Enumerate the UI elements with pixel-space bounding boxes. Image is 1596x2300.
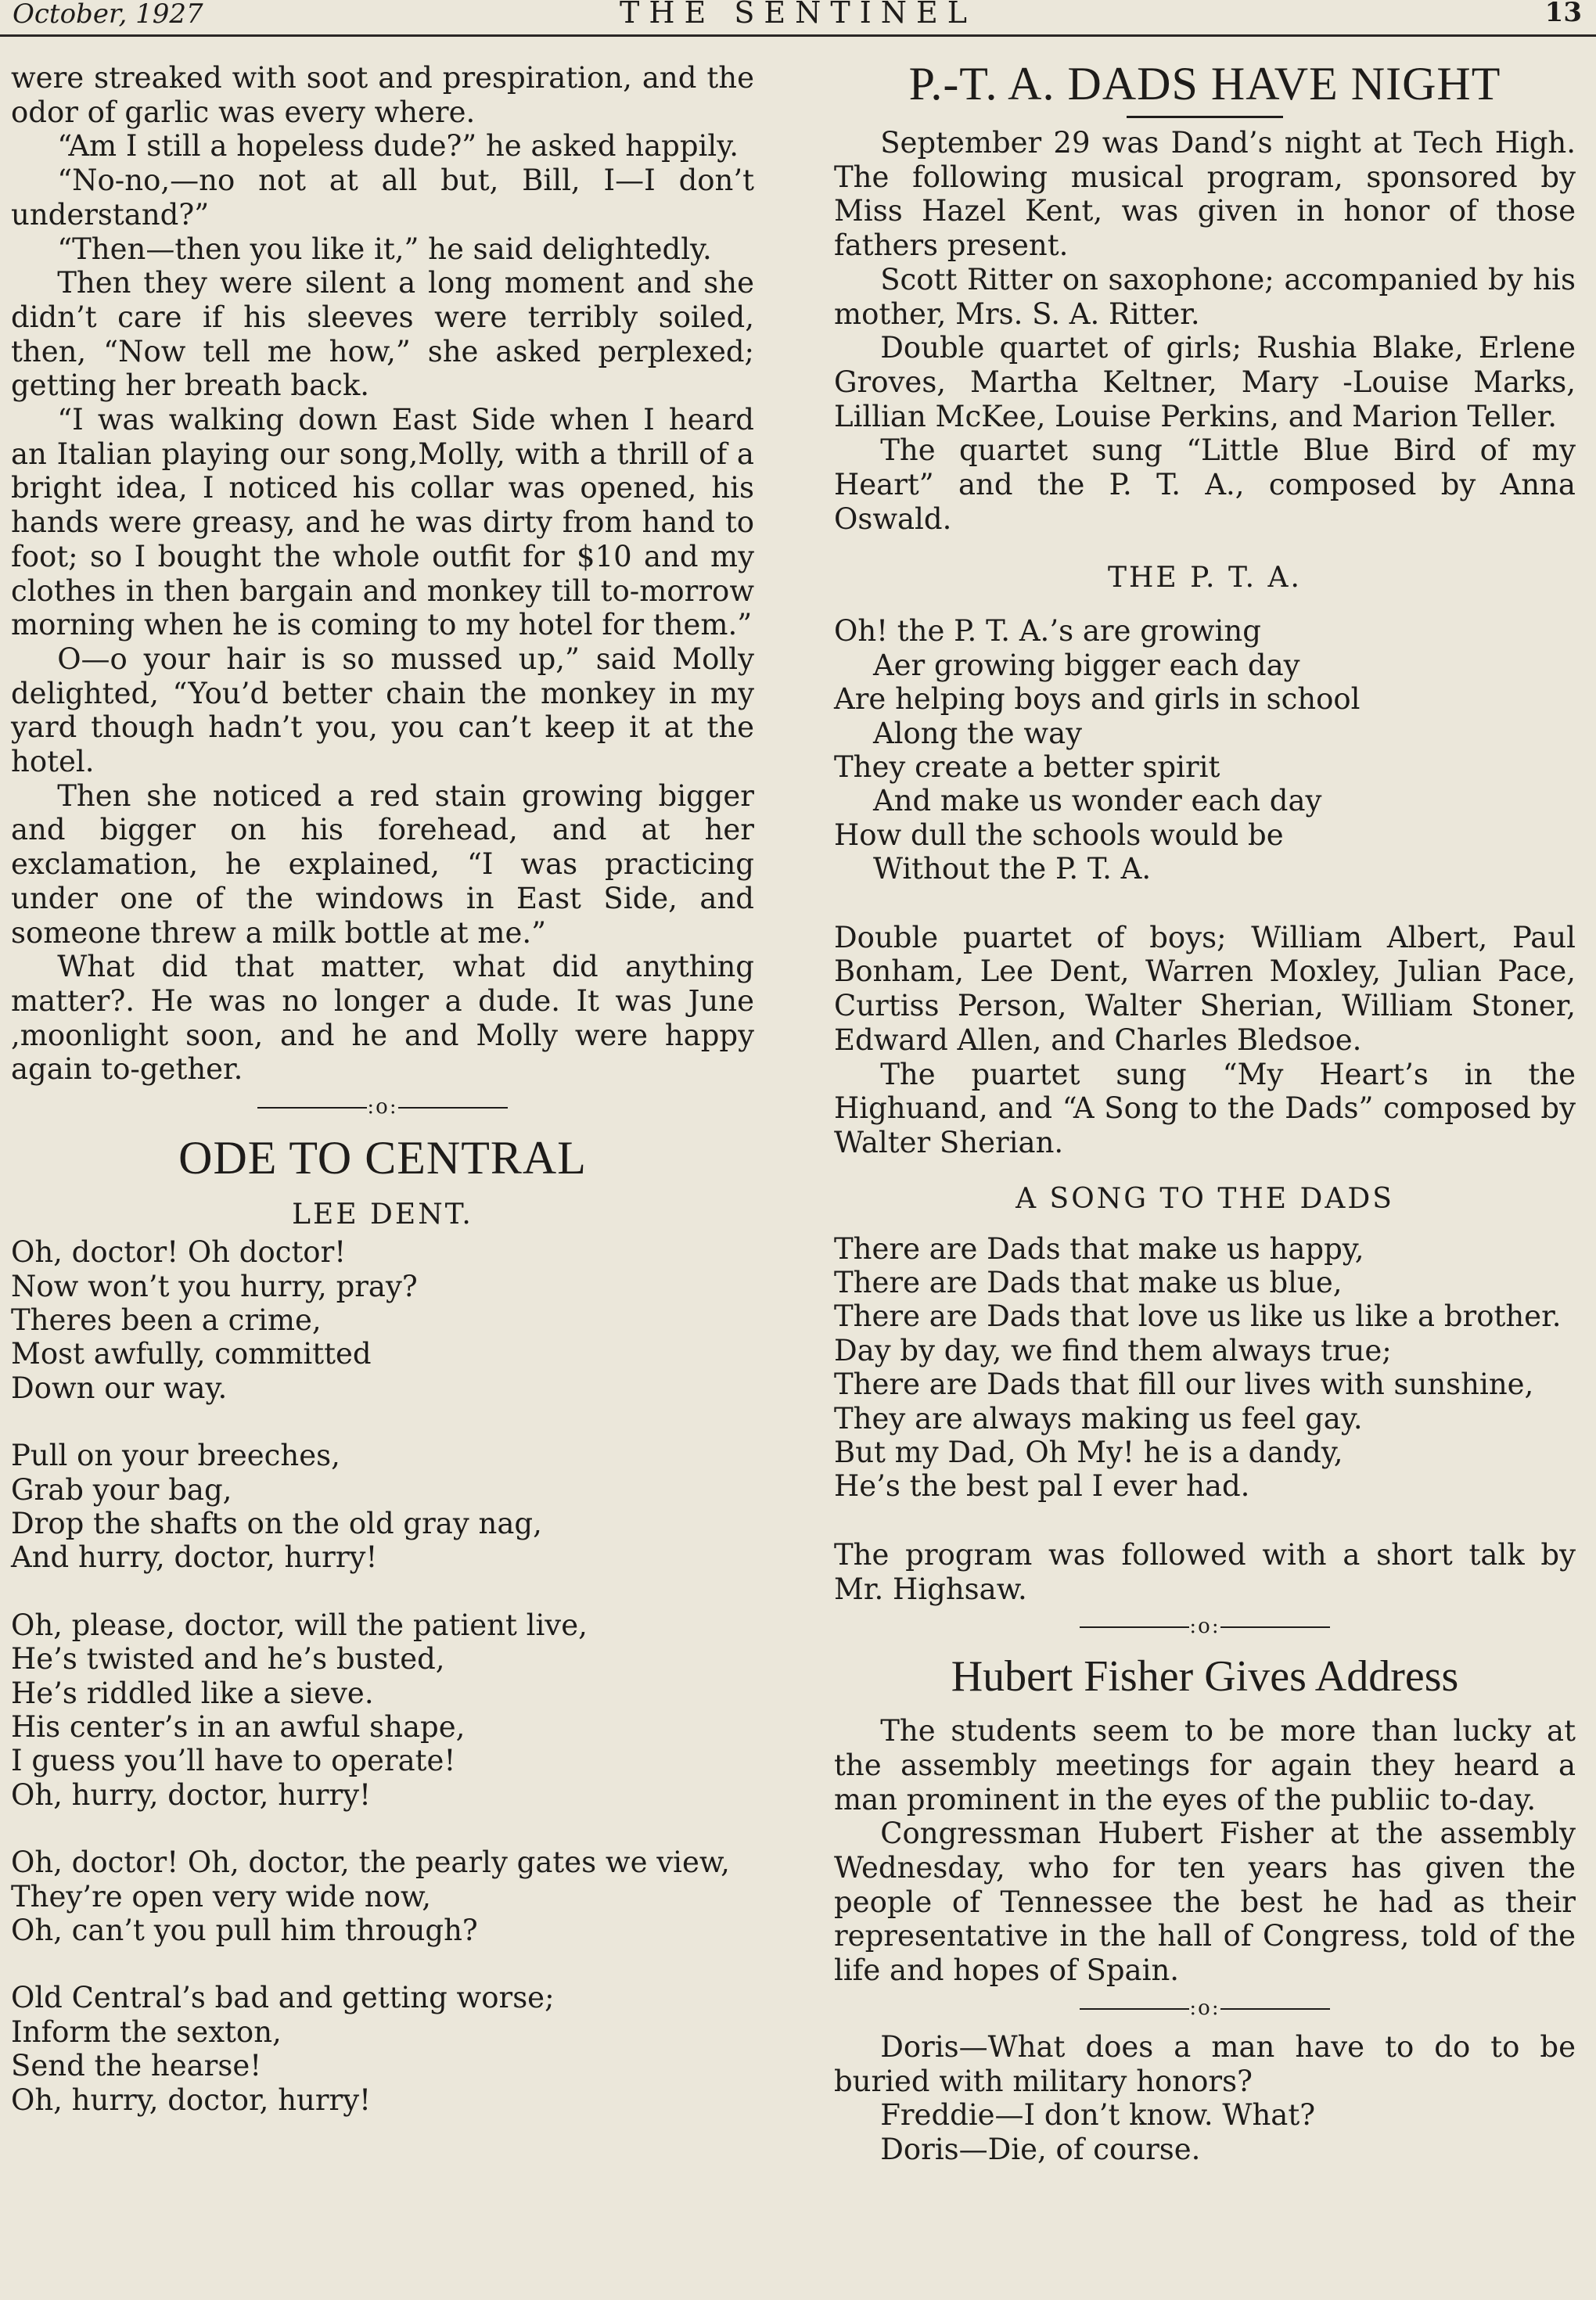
joke-line: Doris—What does a man have to do to be buried with military honors?: [834, 2029, 1576, 2098]
poem-line: Oh, hurry, doctor, hurry!: [11, 1777, 372, 1812]
poem-line: Inform the sexton,: [11, 2014, 282, 2049]
poem-line: His center’s in an awful shape,: [11, 1709, 466, 1744]
poem-line: There are Dads that make us blue,: [834, 1266, 1343, 1300]
separator-rule: [257, 1107, 367, 1109]
dads-poem-title: A SONG TO THE DADS: [1015, 1182, 1394, 1215]
pta-title: P.-T. A. DADS HAVE NIGHT: [908, 58, 1501, 110]
separator-rule: [398, 1107, 508, 1109]
stanza-gap: [11, 1575, 754, 1608]
stanza-gap: [11, 1405, 754, 1439]
poem-line: He’s twisted and he’s busted,: [11, 1642, 445, 1676]
pta-paragraph: The quartet sung “Little Blue Bird of my Heart” and the P. T. A., composed by Anna Oswald.: [834, 433, 1576, 536]
poem-line: There are Dads that love us like us like a brother.: [834, 1299, 1562, 1334]
fisher-paragraph: The students seem to be more than lucky at the assembly meetings for again they heard a man prominent in the eyes of the publiic to-day.: [834, 1714, 1576, 1817]
stanza-gap: [11, 1947, 754, 1981]
poem-line: But my Dad, Oh My! he is a dandy,: [834, 1436, 1343, 1470]
poem-line: He’s the best pal I ever had.: [834, 1469, 1250, 1504]
story-paragraph: What did that matter, what did anything matter?. He was no longer a dude. It was June ,moonlight soon, and he and Molly were happy again to-gether.: [11, 950, 754, 1087]
poem-line: Along the way: [872, 716, 1083, 750]
title-rule: [1127, 116, 1283, 118]
separator-rule: [1220, 1626, 1330, 1628]
poem-line: And make us wonder each day: [872, 784, 1322, 818]
poem-line: There are Dads that fill our lives with sunshine,: [834, 1367, 1534, 1402]
poem-line: Oh, hurry, doctor, hurry!: [11, 2083, 372, 2117]
pta-paragraph: September 29 was Dand’s night at Tech High. The following musical program, sponsored by Miss Hazel Kent, was given in honor of those fathers present.: [834, 126, 1576, 263]
poem-line: Oh, doctor! Oh, doctor, the pearly gates we view,: [11, 1845, 730, 1880]
page-number: 13: [1544, 0, 1582, 28]
pta-poem: [834, 614, 1576, 886]
story-paragraph: O—o your hair is so mussed up,” said Molly delighted, “You’d better chain the monkey in my yard though hadn’t you, you can’t keep it at the hotel.: [11, 641, 754, 779]
poem-line: And hurry, doctor, hurry!: [11, 1540, 378, 1575]
poem-line: Oh, doctor! Oh doctor!: [11, 1235, 347, 1270]
page-header: [0, 0, 1596, 37]
separator-rule: [1080, 2008, 1189, 2010]
story-paragraph: Then she noticed a red stain growing bigger and bigger on his forehead, and at her exclamation, he explained, “I was practicing under one of the windows in East Side, and someone threw a milk bottle at me.”: [11, 778, 754, 950]
separator-mark: :o:: [367, 1095, 398, 1119]
poem-line: Aer growing bigger each day: [872, 648, 1300, 682]
story-paragraph: “Am I still a hopeless dude?” he asked happily.: [57, 129, 739, 164]
poem-line: Without the P. T. A.: [872, 852, 1152, 886]
poem-line: Most awfully, committed: [11, 1337, 372, 1371]
left-column: [11, 61, 754, 2117]
ode-poem: [11, 1235, 754, 2117]
fisher-paragraph: Congressman Hubert Fisher at the assembly Wednesday, who for ten years has given the people of Tennessee the best he had as their representative in the hall of Congress, told of the life and hopes of Spain.: [834, 1817, 1576, 1988]
story-paragraph: were streaked with soot and prespiration, and the odor of garlic was every where.: [11, 61, 754, 129]
poem-line: They’re open very wide now,: [11, 1879, 432, 1914]
masthead-title: THE SENTINEL: [620, 0, 976, 30]
stanza-gap: [11, 1812, 754, 1845]
poem-line: He’s riddled like a sieve.: [11, 1676, 374, 1710]
joke-line: Freddie—I don’t know. What?: [880, 2098, 1316, 2133]
pta-paragraph: Double quartet of girls; Rushia Blake, Erlene Groves, Martha Keltner, Mary -Louise Marks, Lillian McKee, Louise Perkins, and Marion Teller.: [834, 331, 1576, 433]
poem-line: Old Central’s bad and getting worse;: [11, 1981, 555, 2015]
poem-line: Theres been a crime,: [11, 1303, 322, 1337]
boys-paragraph: Double puartet of boys; William Albert, Paul Bonham, Lee Dent, Warren Moxley, Julian Pace, Curtiss Person, Walter Sherian, William Stoner, Edward Allen, and Charles Bledsoe.: [834, 920, 1576, 1057]
separator-rule: [1220, 2008, 1330, 2010]
poem-line: Day by day, we find them always true;: [834, 1333, 1392, 1367]
story-paragraph: “No-no,—no not at all but, Bill, I—I don’t understand?”: [11, 164, 754, 232]
story-paragraph: Then they were silent a long moment and she didn’t care if his sleeves were terribly soiled, then, “Now tell me how,” she asked perplexed; getting her breath back.: [11, 266, 754, 403]
story-paragraph: “I was walking down East Side when I heard an Italian playing our song,Molly, with a thrill of a bright idea, I noticed his collar was opened, his hands were greasy, and he was dirty from hand to foot; so I bought the whole outfit for $10 and my clothes in then bargain and monkey till to-morrow morning when he is coming to my hotel for them.”: [11, 403, 754, 642]
right-column: [834, 55, 1576, 2167]
poem-line: Now won’t you hurry, pray?: [11, 1269, 418, 1303]
poem-line: Pull on your breeches,: [11, 1439, 340, 1473]
poem-line: Send the hearse!: [11, 2049, 262, 2083]
poem-line: They are always making us feel gay.: [834, 1401, 1363, 1436]
poem-line: Oh, please, doctor, will the patient live,: [11, 1608, 588, 1642]
poem-line: Oh! the P. T. A.’s are growing: [834, 614, 1261, 649]
poem-line: How dull the schools would be: [834, 818, 1284, 852]
boys-paragraph: The puartet sung “My Heart’s in the Highuand, and “A Song to the Dads” composed by Walter Sherian.: [834, 1057, 1576, 1159]
poem-line: Down our way.: [11, 1371, 228, 1405]
section-separator: [834, 1994, 1576, 2022]
issue-date: October, 1927: [13, 0, 203, 30]
poem-line: They create a better spirit: [834, 750, 1220, 785]
ode-author: LEE DENT.: [292, 1199, 473, 1231]
poem-line: Grab your bag,: [11, 1472, 232, 1507]
story-paragraph: “Then—then you like it,” he said delightedly.: [57, 232, 712, 266]
program-closing: The program was followed with a short talk by Mr. Highsaw.: [834, 1537, 1576, 1606]
section-separator: [11, 1093, 754, 1121]
separator-mark: :o:: [1189, 1996, 1220, 2020]
dads-poem: [834, 1232, 1576, 1504]
fisher-title: Hubert Fisher Gives Address: [951, 1652, 1459, 1702]
poem-line: Oh, can’t you pull him through?: [11, 1914, 478, 1947]
joke-line: Doris—Die, of course.: [880, 2133, 1201, 2166]
pta-paragraph: Scott Ritter on saxophone; accompanied by his mother, Mrs. S. A. Ritter.: [834, 262, 1576, 331]
pta-poem-title: THE P. T. A.: [1108, 562, 1302, 595]
poem-line: I guess you’ll have to operate!: [11, 1744, 456, 1778]
poem-line: Are helping boys and girls in school: [834, 682, 1361, 717]
section-separator: [834, 1612, 1576, 1641]
separator-rule: [1080, 1626, 1189, 1628]
poem-line: There are Dads that make us happy,: [834, 1231, 1364, 1266]
poem-line: Drop the shafts on the old gray nag,: [11, 1506, 542, 1540]
ode-title: ODE TO CENTRAL: [178, 1132, 587, 1184]
separator-mark: :o:: [1189, 1615, 1220, 1639]
